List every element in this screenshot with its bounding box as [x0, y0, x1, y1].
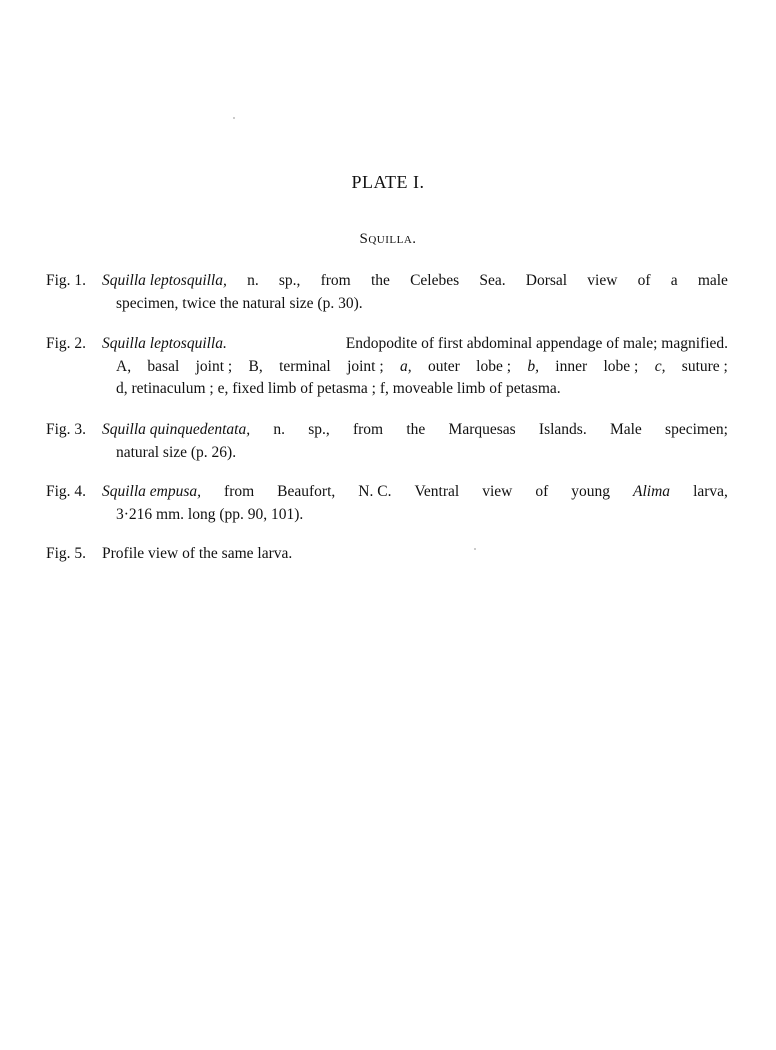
figure-number: Fig. 4. — [46, 483, 87, 500]
figure-caption-2 — [46, 333, 728, 401]
genus-heading: Squilla. — [359, 231, 417, 247]
caption-line: A, basal joint ; B, terminal joint ; a, outer lobe ; b, inner lobe ; c, suture ; — [116, 357, 728, 375]
species-name: Squilla leptosquilla. — [102, 335, 227, 352]
figure-caption-4 — [46, 481, 728, 526]
genus-name: Alima — [633, 483, 671, 500]
caption-line: Squilla leptosquilla. Endopodite of first abdominal appendage of male; magnified. — [46, 333, 728, 356]
caption-line: natural size (p. 26). — [116, 443, 237, 461]
scan-speck — [233, 117, 235, 119]
figure-caption-1 — [46, 270, 728, 315]
caption-line: d, retinaculum ; e, fixed limb of petasma ; f, moveable limb of petasma. — [116, 380, 561, 397]
scan-speck — [474, 548, 476, 550]
figure-caption-5 — [46, 543, 728, 566]
caption-line: specimen, twice the natural size (p. 30). — [116, 294, 363, 312]
caption-line: Squilla quinquedentata, n. sp., from the Marquesas Islands. Male specimen; — [46, 419, 728, 442]
species-name: Squilla quinquedentata, — [102, 421, 251, 438]
figure-number: Fig. 1. — [46, 272, 87, 289]
figure-number: Fig. 3. — [46, 421, 87, 438]
caption-line: 3·216 mm. long (pp. 90, 101). — [116, 505, 304, 523]
caption-line: Squilla leptosquilla, n. sp., from the Celebes Sea. Dorsal view of a male — [46, 270, 728, 293]
species-name: Squilla empusa, — [102, 483, 202, 500]
caption-line: Squilla empusa, from Beaufort, N. C. Ventral view of young Alima larva, — [46, 481, 728, 504]
figure-number: Fig. 5. — [46, 545, 87, 562]
figure-caption-3 — [46, 419, 728, 464]
figure-number: Fig. 2. — [46, 335, 87, 352]
species-name: Squilla leptosquilla, — [102, 272, 227, 289]
plate-title: PLATE I. — [351, 172, 425, 192]
caption-line: Profile view of the same larva. — [102, 545, 293, 562]
